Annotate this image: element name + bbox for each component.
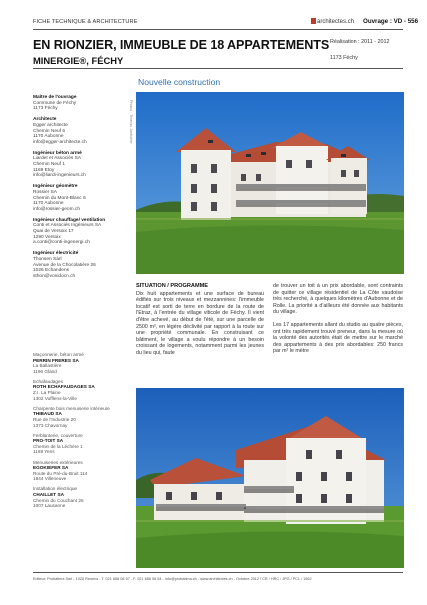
firm-block xyxy=(33,433,133,455)
firm-block xyxy=(33,406,133,428)
credit-heading: Ingénieur géomètre xyxy=(33,184,78,190)
credit-line: 1170 Aubonne xyxy=(33,134,64,140)
firm-line: La Ballastière xyxy=(33,363,62,369)
header-divider xyxy=(33,29,403,30)
credit-heading: Ingénieur électricité xyxy=(33,251,79,257)
building-photo-bottom xyxy=(136,388,404,568)
credit-block xyxy=(33,151,133,180)
credit-line: Chemin du Mont-Blanc 6 xyxy=(33,195,86,201)
title-divider xyxy=(33,68,403,69)
credit-block xyxy=(33,117,133,146)
body-column-1 xyxy=(136,283,264,357)
firm-trade: Menuiseries extérieures xyxy=(33,459,83,465)
firm-block xyxy=(33,352,133,374)
firm-line: Chemin de la Léchère 1 xyxy=(33,443,83,449)
credit-line: Chemin Neuf 1 xyxy=(33,162,65,168)
credit-line: Egger architecte xyxy=(33,122,68,128)
credit-line: info@rossier-geom.ch xyxy=(33,206,80,212)
credit-block xyxy=(33,184,133,213)
firm-line: 1373 Chavornay xyxy=(33,422,68,428)
firm-line: 1196 Gland xyxy=(33,368,57,374)
body-paragraph: Dix huit appartements et une surface de bureau édifiés sur trois niveaux et mezzannines: l'immeuble locatif est sorti de terre en bordure de la route de l'Etraz, à l'entrée du village viticole de Féchy. Il vient d'être achevé, au début de l'été, sur une parcelle de 2500 m², en légère déclivité par rapport à la route sur une propriété communale. En construisant ce bâtiment, le village a voulu répondre à un besoin croissant de logements, notamment parmi les jeunes du lieu qui, faute xyxy=(136,290,264,356)
firm-trade: Installation électrique xyxy=(33,486,78,492)
firm-name: THIBAUD SA xyxy=(33,411,62,417)
body-paragraph: Les 17 appartements allant du studio au quatre pièces, ont très rapidement trouvé preneur, dans la mesure où la volonté des autorités était de mettre sur le marché des appartements à des prix abordables: 250 francs par m² le mètre xyxy=(273,321,403,355)
firm-line: 1169 Yens xyxy=(33,449,55,455)
credit-line: Thonsen Sàrl xyxy=(33,256,62,262)
credit-heading: Ingénieur chauffage/ ventilation xyxy=(33,217,106,223)
credit-line: Quai de Versoix 17 xyxy=(33,229,74,235)
logo-text: architectes.ch xyxy=(317,19,355,25)
credit-line: 1170 Aubonne xyxy=(33,201,64,207)
body-heading: SITUATION / PROGRAMME xyxy=(136,283,208,289)
firm-line: Z.I. La Plaine xyxy=(33,390,61,396)
logo-icon xyxy=(311,18,316,24)
credit-heading: Maître de l'ouvrage xyxy=(33,95,77,100)
credit-block xyxy=(33,218,133,247)
building-photo-top xyxy=(136,92,404,274)
credit-heading: Architecte xyxy=(33,117,57,123)
credit-block xyxy=(33,251,133,280)
firm-line: Route du Pré-du-Bruit 114 xyxy=(33,470,88,476)
firm-line: 1844 Villeneuve xyxy=(33,476,67,482)
architectes-logo[interactable] xyxy=(311,18,354,25)
photo-credit: Photos : Thomas Jantscher xyxy=(129,100,133,144)
firm-block xyxy=(33,486,133,508)
firm-trade: Ferblanterie, couverture xyxy=(33,432,83,438)
credit-line: 1173 Féchy xyxy=(33,106,58,112)
credit-heading: Ingénieur béton armé xyxy=(33,150,82,156)
footer-divider xyxy=(33,572,403,573)
credit-line: Conti et Associés Ingénieurs SA xyxy=(33,223,102,229)
firm-trade: Echafaudages xyxy=(33,378,63,384)
ouvrage-number: Ouvrage : VD - 556 xyxy=(363,18,419,25)
body-paragraph: de trouver un toit à un prix abordable, sont contraints de quitter ce village résidentiel de La Côte vaudoise très recherché, à quelques kilomètres d'Aubonne et de Rolle. La priorité a d'ailleurs été donnée aux habitants du village. xyxy=(273,283,403,316)
credit-line: 1169 Etoy xyxy=(33,167,55,173)
firm-name: ROTH ECHAFAUDAGES SA xyxy=(33,384,95,390)
credits-list xyxy=(33,95,133,285)
header-bar xyxy=(33,18,419,29)
contractors-list xyxy=(33,352,133,513)
firm-name: EGOKIEFER SA xyxy=(33,465,69,471)
credit-line: a.conti@conti-ingenergi.ch xyxy=(33,240,90,246)
footer-text: Editeur: Probatima Sàrl - 1020 Renens - T. 021 658 08 57 - F. 021 658 08 54 - info@probatima.ch - www.architectes.ch - Octobre 2012 / CR / HRC / JPG / PCL / 1562 xyxy=(33,577,312,581)
credit-line: 1290 Versoix xyxy=(33,234,61,240)
firm-trade: Maçonnerie, béton armé xyxy=(33,352,84,357)
firm-name: CHAILLET SA xyxy=(33,491,64,497)
credit-line: info@egger-architecte.ch xyxy=(33,139,87,145)
credit-line: Chemin Neuf 6 xyxy=(33,128,65,134)
credit-line: Commune de Féchy xyxy=(33,100,77,106)
realisation-dates: Réalisation : 2011 - 2012 xyxy=(330,39,390,45)
credit-line: Liardet et Associés SA xyxy=(33,156,81,162)
credit-line: Rossier SA xyxy=(33,189,57,195)
firm-name: PRO-TOIT SA xyxy=(33,438,64,444)
credit-block xyxy=(33,95,133,112)
page-title: EN RIONZIER, IMMEUBLE DE 18 APPARTEMENTS xyxy=(33,38,330,52)
firm-line: Rue de l'Industrie 20 xyxy=(33,416,76,422)
header-label: FICHE TECHNIQUE & ARCHITECTURE xyxy=(33,19,138,25)
firm-line: Chemin du Couchant 26 xyxy=(33,497,84,503)
credit-line: sthon@vonidocn.ch xyxy=(33,273,76,279)
firm-line: 1302 Vufflens-la-Ville xyxy=(33,395,77,401)
credit-line: info@liardi-ingenieurs.ch xyxy=(33,173,86,179)
credit-line: 1026 Echandens xyxy=(33,268,70,274)
location: 1173 Féchy xyxy=(330,55,358,61)
firm-name: PERRIN FRERES SA xyxy=(33,357,79,363)
page-subtitle: MINERGIE®, FÉCHY xyxy=(33,55,124,66)
firm-trade: Charpente bois menuiserie intérieure xyxy=(33,405,110,411)
section-heading: Nouvelle construction xyxy=(138,77,221,87)
firm-block xyxy=(33,460,133,482)
body-column-2 xyxy=(273,283,403,355)
firm-line: 1007 Lausanne xyxy=(33,503,66,509)
firm-block xyxy=(33,379,133,401)
credit-line: Avenue de la Chocolatière 26 xyxy=(33,262,96,268)
